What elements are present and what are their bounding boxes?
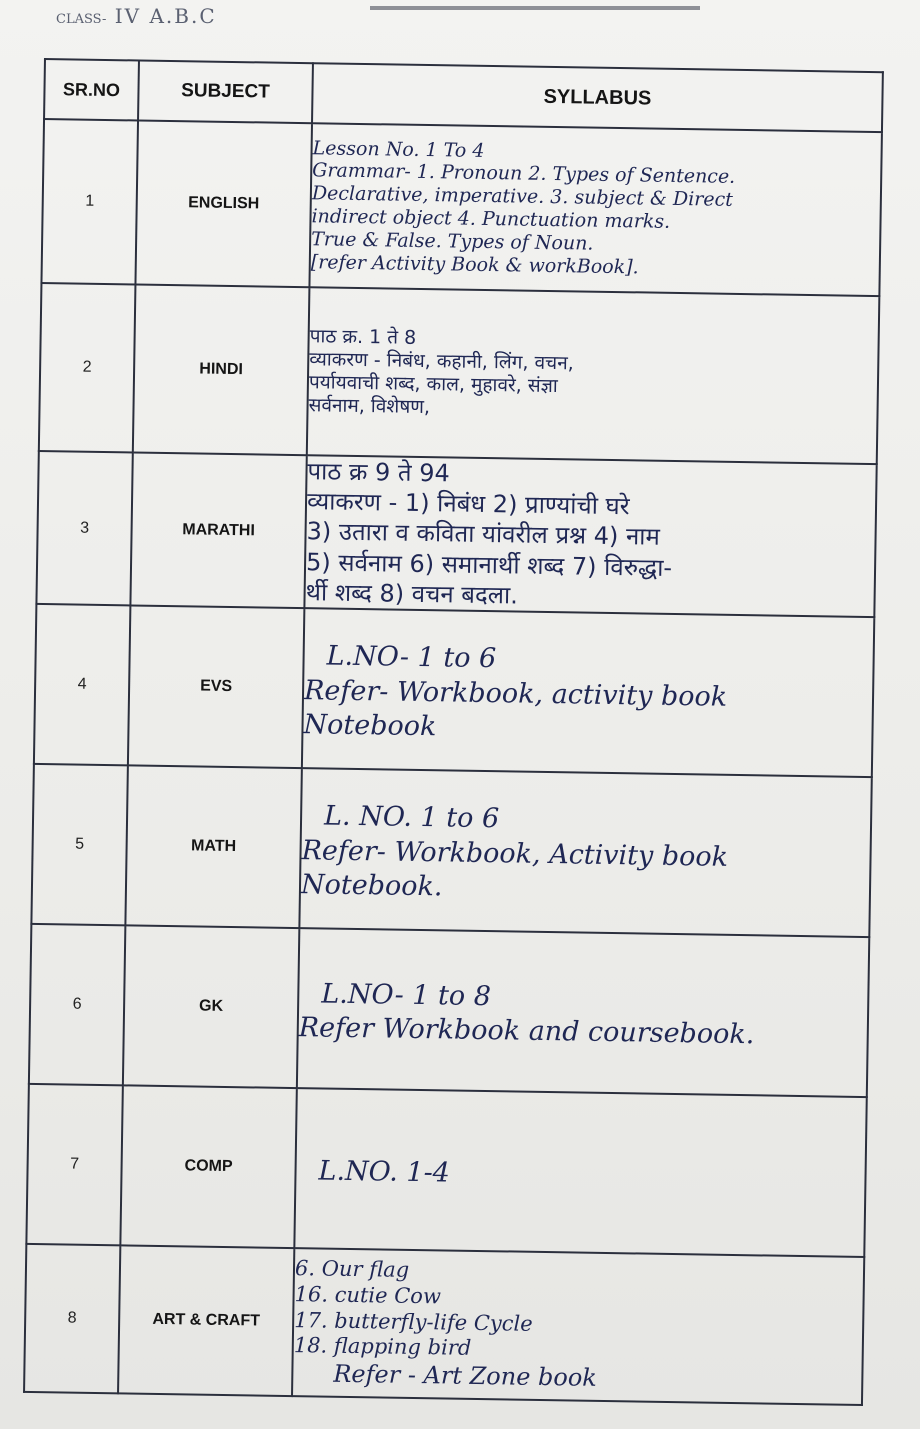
cropped-heading-fragment: [370, 0, 700, 10]
subject-cell: GK: [123, 926, 299, 1089]
syllabus-cell: [302, 608, 874, 777]
sr-no-cell: 8: [24, 1244, 120, 1393]
subject-cell: ART & CRAFT: [118, 1246, 294, 1397]
syllabus-line: र्थी शब्द 8) वचन बदला.: [305, 578, 519, 610]
class-label: [56, 4, 217, 28]
table-row-marathi: [36, 451, 876, 617]
syllabus-line: 16. cutie Cow: [294, 1282, 442, 1309]
syllabus-line: पर्यायवाची शब्द, काल, मुहावरे, संज्ञा: [308, 371, 558, 398]
syllabus-cell: [304, 455, 876, 617]
table-row-gk: [29, 924, 869, 1097]
syllabus-cell: [307, 287, 880, 464]
subject-cell: MATH: [125, 766, 301, 929]
syllabus-cell: [297, 928, 869, 1097]
syllabus-line: Refer Workbook and coursebook.: [298, 1012, 755, 1051]
syllabus-line: Grammar- 1. Pronoun 2. Types of Sentence.: [312, 159, 736, 189]
syllabus-line: व्याकरण - निबंध, कहानी, लिंग, वचन,: [309, 348, 574, 375]
syllabus-line: L.NO. 1-4: [318, 1155, 451, 1189]
syllabus-line: Lesson No. 1 To 4: [312, 136, 485, 162]
syllabus-line: 6. Our flag: [294, 1256, 410, 1283]
syllabus-line: [refer Activity Book & workBook].: [310, 250, 639, 278]
subject-cell: MARATHI: [130, 452, 306, 608]
syllabus-line: Declarative, imperative. 3. subject & Direct: [311, 182, 734, 212]
syllabus-line: Refer- Workbook, Activity book: [301, 835, 729, 873]
syllabus-cell: [294, 1088, 866, 1257]
syllabus-line: 3) उतारा व कविता यांवरील प्रश्न 4) नाम: [306, 517, 661, 552]
syllabus-line: Refer- Workbook, activity book: [303, 675, 728, 713]
syllabus-cell: [292, 1248, 864, 1405]
sr-no-cell: 2: [39, 283, 136, 452]
column-header-subject: SUBJECT: [138, 60, 313, 123]
syllabus-line: Refer - Art Zone book: [333, 1359, 598, 1392]
syllabus-table: [23, 58, 884, 1406]
column-header-sr-no: SR.NO: [44, 59, 139, 120]
sr-no-cell: 6: [29, 924, 126, 1085]
subject-cell: ENGLISH: [135, 120, 312, 287]
sr-no-cell: 5: [31, 764, 128, 925]
syllabus-line: L.NO- 1 to 6: [326, 640, 497, 675]
syllabus-line: 17. butterfly-life Cycle: [294, 1307, 533, 1336]
syllabus-line: L.NO- 1 to 8: [321, 978, 492, 1012]
syllabus-line: पाठ क्र 9 ते 94: [307, 457, 450, 488]
syllabus-line: L. NO. 1 to 6: [323, 800, 500, 835]
table-row-comp: [26, 1084, 866, 1257]
sr-no-cell: 4: [34, 604, 131, 765]
syllabus-cell: [309, 123, 882, 296]
subject-cell: COMP: [120, 1086, 296, 1249]
syllabus-line: व्याकरण - 1) निबंध 2) प्राण्यांची घरे: [306, 487, 630, 521]
syllabus-line: True & False. Types of Noun.: [311, 228, 594, 255]
syllabus-line: 5) सर्वनाम 6) समानार्थी शब्द 7) विरुद्धा-: [305, 547, 673, 582]
syllabus-line: पाठ क्र. 1 ते 8: [309, 325, 417, 350]
syllabus-line: Notebook: [303, 709, 437, 743]
syllabus-line: 18. flapping bird: [293, 1333, 472, 1361]
table-row-math: [31, 764, 871, 937]
column-header-syllabus: SYLLABUS: [312, 63, 883, 132]
class-value: IV A.B.C: [114, 4, 217, 28]
syllabus-line: indirect object 4. Punctuation marks.: [311, 205, 671, 233]
class-prefix: CLASS-: [56, 12, 107, 27]
syllabus-line: Notebook.: [300, 869, 443, 903]
table-row-evs: [34, 604, 874, 777]
sr-no-cell: 1: [41, 119, 138, 284]
subject-cell: EVS: [128, 606, 304, 769]
subject-cell: HINDI: [133, 284, 310, 455]
syllabus-cell: [299, 768, 871, 937]
sr-no-cell: 7: [26, 1084, 123, 1245]
sr-no-cell: 3: [36, 451, 132, 606]
syllabus-line: सर्वनाम, विशेषण,: [308, 393, 431, 418]
table-row-art-craft: [24, 1244, 864, 1405]
table-row-hindi: [39, 283, 880, 464]
table-row-english: [41, 119, 881, 296]
